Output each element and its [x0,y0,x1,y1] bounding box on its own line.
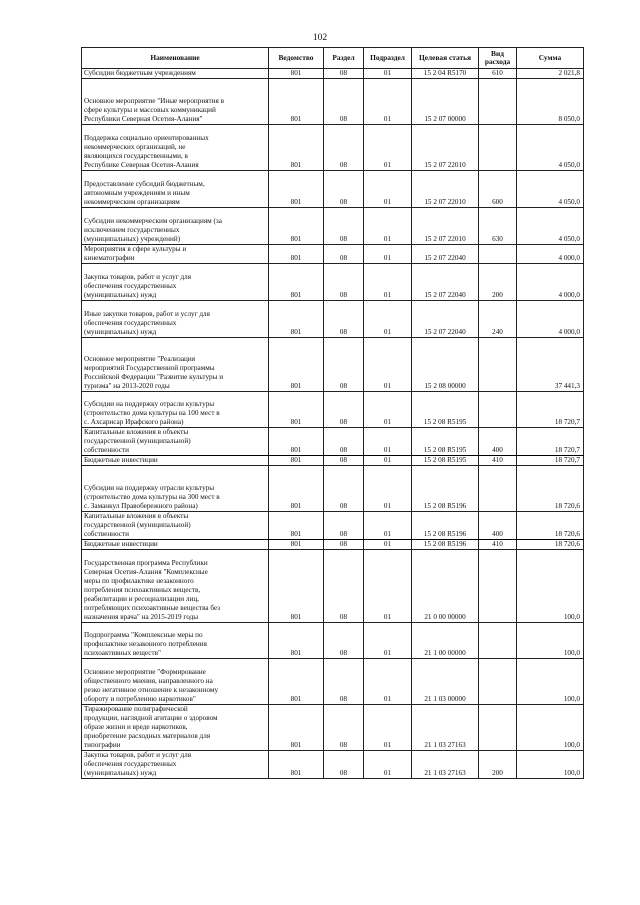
row-amount: 18 720,7 [517,428,584,456]
row-name: Предоставление субсидий бюджетным, автономным учреждениям и иным некоммерческим организациям [82,171,269,208]
row-expense-type [479,623,517,659]
row-target: 15 2 07 22040 [412,245,479,264]
row-section: 08 [324,208,364,245]
header-subsection: Подраздел [364,48,412,69]
row-target: 15 2 07 00000 [412,79,479,125]
row-section: 08 [324,428,364,456]
table-header-row [82,48,584,69]
row-amount: 4 050,0 [517,171,584,208]
row-section: 08 [324,69,364,79]
row-target: 21 1 00 00000 [412,623,479,659]
table-row [82,125,584,171]
table-row [82,659,584,705]
header-department: Ведомство [269,48,324,69]
row-subsection: 01 [364,751,412,779]
row-name: Поддержка социально ориентированных некоммерческих организаций, не являющихся государственными, в Республике Северная Осетия-Алания [82,125,269,171]
page-number: 102 [312,33,328,43]
row-amount: 100,0 [517,751,584,779]
row-subsection: 01 [364,540,412,550]
table-row [82,751,584,779]
row-subsection: 01 [364,245,412,264]
row-amount: 100,0 [517,623,584,659]
row-amount: 4 000,0 [517,301,584,338]
row-expense-type [479,466,517,512]
table-row [82,540,584,550]
row-target: 21 1 03 27163 [412,705,479,751]
row-name: Субсидии бюджетным учреждениям [82,69,269,79]
row-subsection: 01 [364,705,412,751]
row-expense-type [479,550,517,623]
row-expense-type: 200 [479,751,517,779]
row-subsection: 01 [364,171,412,208]
table-row [82,264,584,301]
row-section: 08 [324,751,364,779]
row-department: 801 [269,208,324,245]
row-expense-type [479,392,517,428]
row-target: 21 1 03 00000 [412,659,479,705]
row-name: Основное мероприятие "Реализация мероприятий Государственной программы Российской Федерации "Развитие культуры и туризма" на 2013-2020 годы [82,338,269,392]
table-row [82,428,584,456]
row-section: 08 [324,466,364,512]
row-name: Закупка товаров, работ и услуг для обеспечения государственных (муниципальных) нужд [82,751,269,779]
row-department: 801 [269,338,324,392]
row-expense-type: 400 [479,512,517,540]
row-department: 801 [269,623,324,659]
row-department: 801 [269,392,324,428]
row-name: Государственная программа Республики Северная Осетия-Алания "Комплексные меры по профилактике незаконного потребления психоактивных веществ, реабилитации и ресоциализации лиц, потребляющих психоактивные вещества без назначения врача" на 2015-2019 годы [82,550,269,623]
row-amount: 37 441,3 [517,338,584,392]
row-department: 801 [269,550,324,623]
table-row [82,705,584,751]
row-target: 21 0 00 00000 [412,550,479,623]
row-target: 15 2 08 R5195 [412,428,479,456]
row-section: 08 [324,79,364,125]
row-name: Основное мероприятие "Формирование общественного мнения, направленного на резко негативное отношение к незаконному обороту и потреблению наркотиков" [82,659,269,705]
row-amount: 8 050,0 [517,79,584,125]
row-expense-type: 630 [479,208,517,245]
table-row [82,79,584,125]
row-department: 801 [269,512,324,540]
row-name: Субсидии на поддержку отрасли культуры (строительство дома культуры на 100 мест в с. Ахсарисар Ирафского района) [82,392,269,428]
row-amount: 4 000,0 [517,264,584,301]
table-row [82,456,584,466]
header-name: Наименование [82,48,269,69]
header-amount: Сумма [517,48,584,69]
row-amount: 4 050,0 [517,125,584,171]
row-expense-type [479,79,517,125]
row-target: 15 2 07 22040 [412,264,479,301]
row-name: Закупка товаров, работ и услуг для обеспечения государственных (муниципальных) нужд [82,264,269,301]
row-name: Основное мероприятие "Иные мероприятия в сфере культуры и массовых коммуникаций Республики Северная Осетия-Алания" [82,79,269,125]
row-department: 801 [269,301,324,338]
row-expense-type: 600 [479,171,517,208]
row-subsection: 01 [364,301,412,338]
row-name: Мероприятия в сфере культуры и кинематографии [82,245,269,264]
table-row [82,301,584,338]
row-amount: 100,0 [517,659,584,705]
row-subsection: 01 [364,79,412,125]
row-department: 801 [269,428,324,456]
row-name: Бюджетные инвестиции [82,456,269,466]
row-expense-type: 410 [479,540,517,550]
row-name: Капитальные вложения в объекты государственной (муниципальной) собственности [82,428,269,456]
row-department: 801 [269,171,324,208]
row-name: Капитальные вложения в объекты государственной (муниципальной) собственности [82,512,269,540]
table-row [82,208,584,245]
table-row [82,512,584,540]
row-section: 08 [324,338,364,392]
row-subsection: 01 [364,659,412,705]
header-expense-type: Вид расхода [479,48,517,69]
row-amount: 18 720,7 [517,392,584,428]
row-department: 801 [269,456,324,466]
row-target: 15 2 08 00000 [412,338,479,392]
row-expense-type [479,338,517,392]
row-section: 08 [324,301,364,338]
row-expense-type: 400 [479,428,517,456]
row-target: 15 2 07 22010 [412,208,479,245]
table-row [82,171,584,208]
row-expense-type [479,705,517,751]
row-section: 08 [324,456,364,466]
row-name: Подпрограмма "Комплексные меры по профилактике незаконного потребления психоактивных веществ" [82,623,269,659]
row-subsection: 01 [364,512,412,540]
table-row [82,550,584,623]
row-subsection: 01 [364,69,412,79]
row-amount: 4 000,0 [517,245,584,264]
row-amount: 2 021,8 [517,69,584,79]
row-section: 08 [324,125,364,171]
row-section: 08 [324,623,364,659]
budget-table [81,47,584,779]
row-department: 801 [269,466,324,512]
row-expense-type: 240 [479,301,517,338]
row-department: 801 [269,659,324,705]
row-target: 15 2 08 R5195 [412,456,479,466]
row-name: Тиражирование полиграфической продукции, наглядной агитации о здоровом образе жизни и вреде наркотиков, приобретение расходных материалов для типографии [82,705,269,751]
row-department: 801 [269,540,324,550]
row-subsection: 01 [364,264,412,301]
table-row [82,245,584,264]
row-section: 08 [324,264,364,301]
row-expense-type: 200 [479,264,517,301]
row-section: 08 [324,550,364,623]
row-department: 801 [269,79,324,125]
header-target: Целевая статья [412,48,479,69]
row-expense-type [479,245,517,264]
row-amount: 18 720,6 [517,540,584,550]
row-amount: 100,0 [517,705,584,751]
row-target: 15 2 07 22040 [412,301,479,338]
row-department: 801 [269,751,324,779]
table-row [82,392,584,428]
row-department: 801 [269,69,324,79]
row-target: 15 2 08 R5196 [412,512,479,540]
row-target: 21 1 03 27163 [412,751,479,779]
row-department: 801 [269,264,324,301]
row-name: Субсидии некоммерческим организациям (за исключением государственных (муниципальных) учреждений) [82,208,269,245]
table-row [82,69,584,79]
row-name: Бюджетные инвестиции [82,540,269,550]
row-amount: 4 050,0 [517,208,584,245]
row-target: 15 2 08 R5196 [412,466,479,512]
row-subsection: 01 [364,466,412,512]
row-subsection: 01 [364,623,412,659]
row-subsection: 01 [364,428,412,456]
row-section: 08 [324,245,364,264]
row-section: 08 [324,512,364,540]
row-department: 801 [269,125,324,171]
row-target: 15 2 08 R5196 [412,540,479,550]
row-expense-type: 610 [479,69,517,79]
row-expense-type [479,659,517,705]
row-amount: 18 720,7 [517,456,584,466]
table-row [82,338,584,392]
row-section: 08 [324,392,364,428]
row-section: 08 [324,171,364,208]
row-amount: 100,0 [517,550,584,623]
table-row [82,623,584,659]
row-subsection: 01 [364,208,412,245]
row-name: Субсидии на поддержку отрасли культуры (строительство дома культуры на 300 мест в с. Заманкул Правобережного района) [82,466,269,512]
row-section: 08 [324,705,364,751]
row-section: 08 [324,659,364,705]
row-amount: 18 720,6 [517,466,584,512]
row-subsection: 01 [364,550,412,623]
row-section: 08 [324,540,364,550]
row-expense-type: 410 [479,456,517,466]
row-subsection: 01 [364,392,412,428]
row-department: 801 [269,245,324,264]
row-target: 15 2 08 R5195 [412,392,479,428]
row-expense-type [479,125,517,171]
row-target: 15 2 07 22010 [412,125,479,171]
row-amount: 18 720,6 [517,512,584,540]
row-subsection: 01 [364,125,412,171]
table-row [82,466,584,512]
row-subsection: 01 [364,456,412,466]
header-section: Раздел [324,48,364,69]
row-name: Иные закупки товаров, работ и услуг для обеспечения государственных (муниципальных) нужд [82,301,269,338]
row-target: 15 2 04 R5170 [412,69,479,79]
row-target: 15 2 07 22010 [412,171,479,208]
row-department: 801 [269,705,324,751]
row-subsection: 01 [364,338,412,392]
